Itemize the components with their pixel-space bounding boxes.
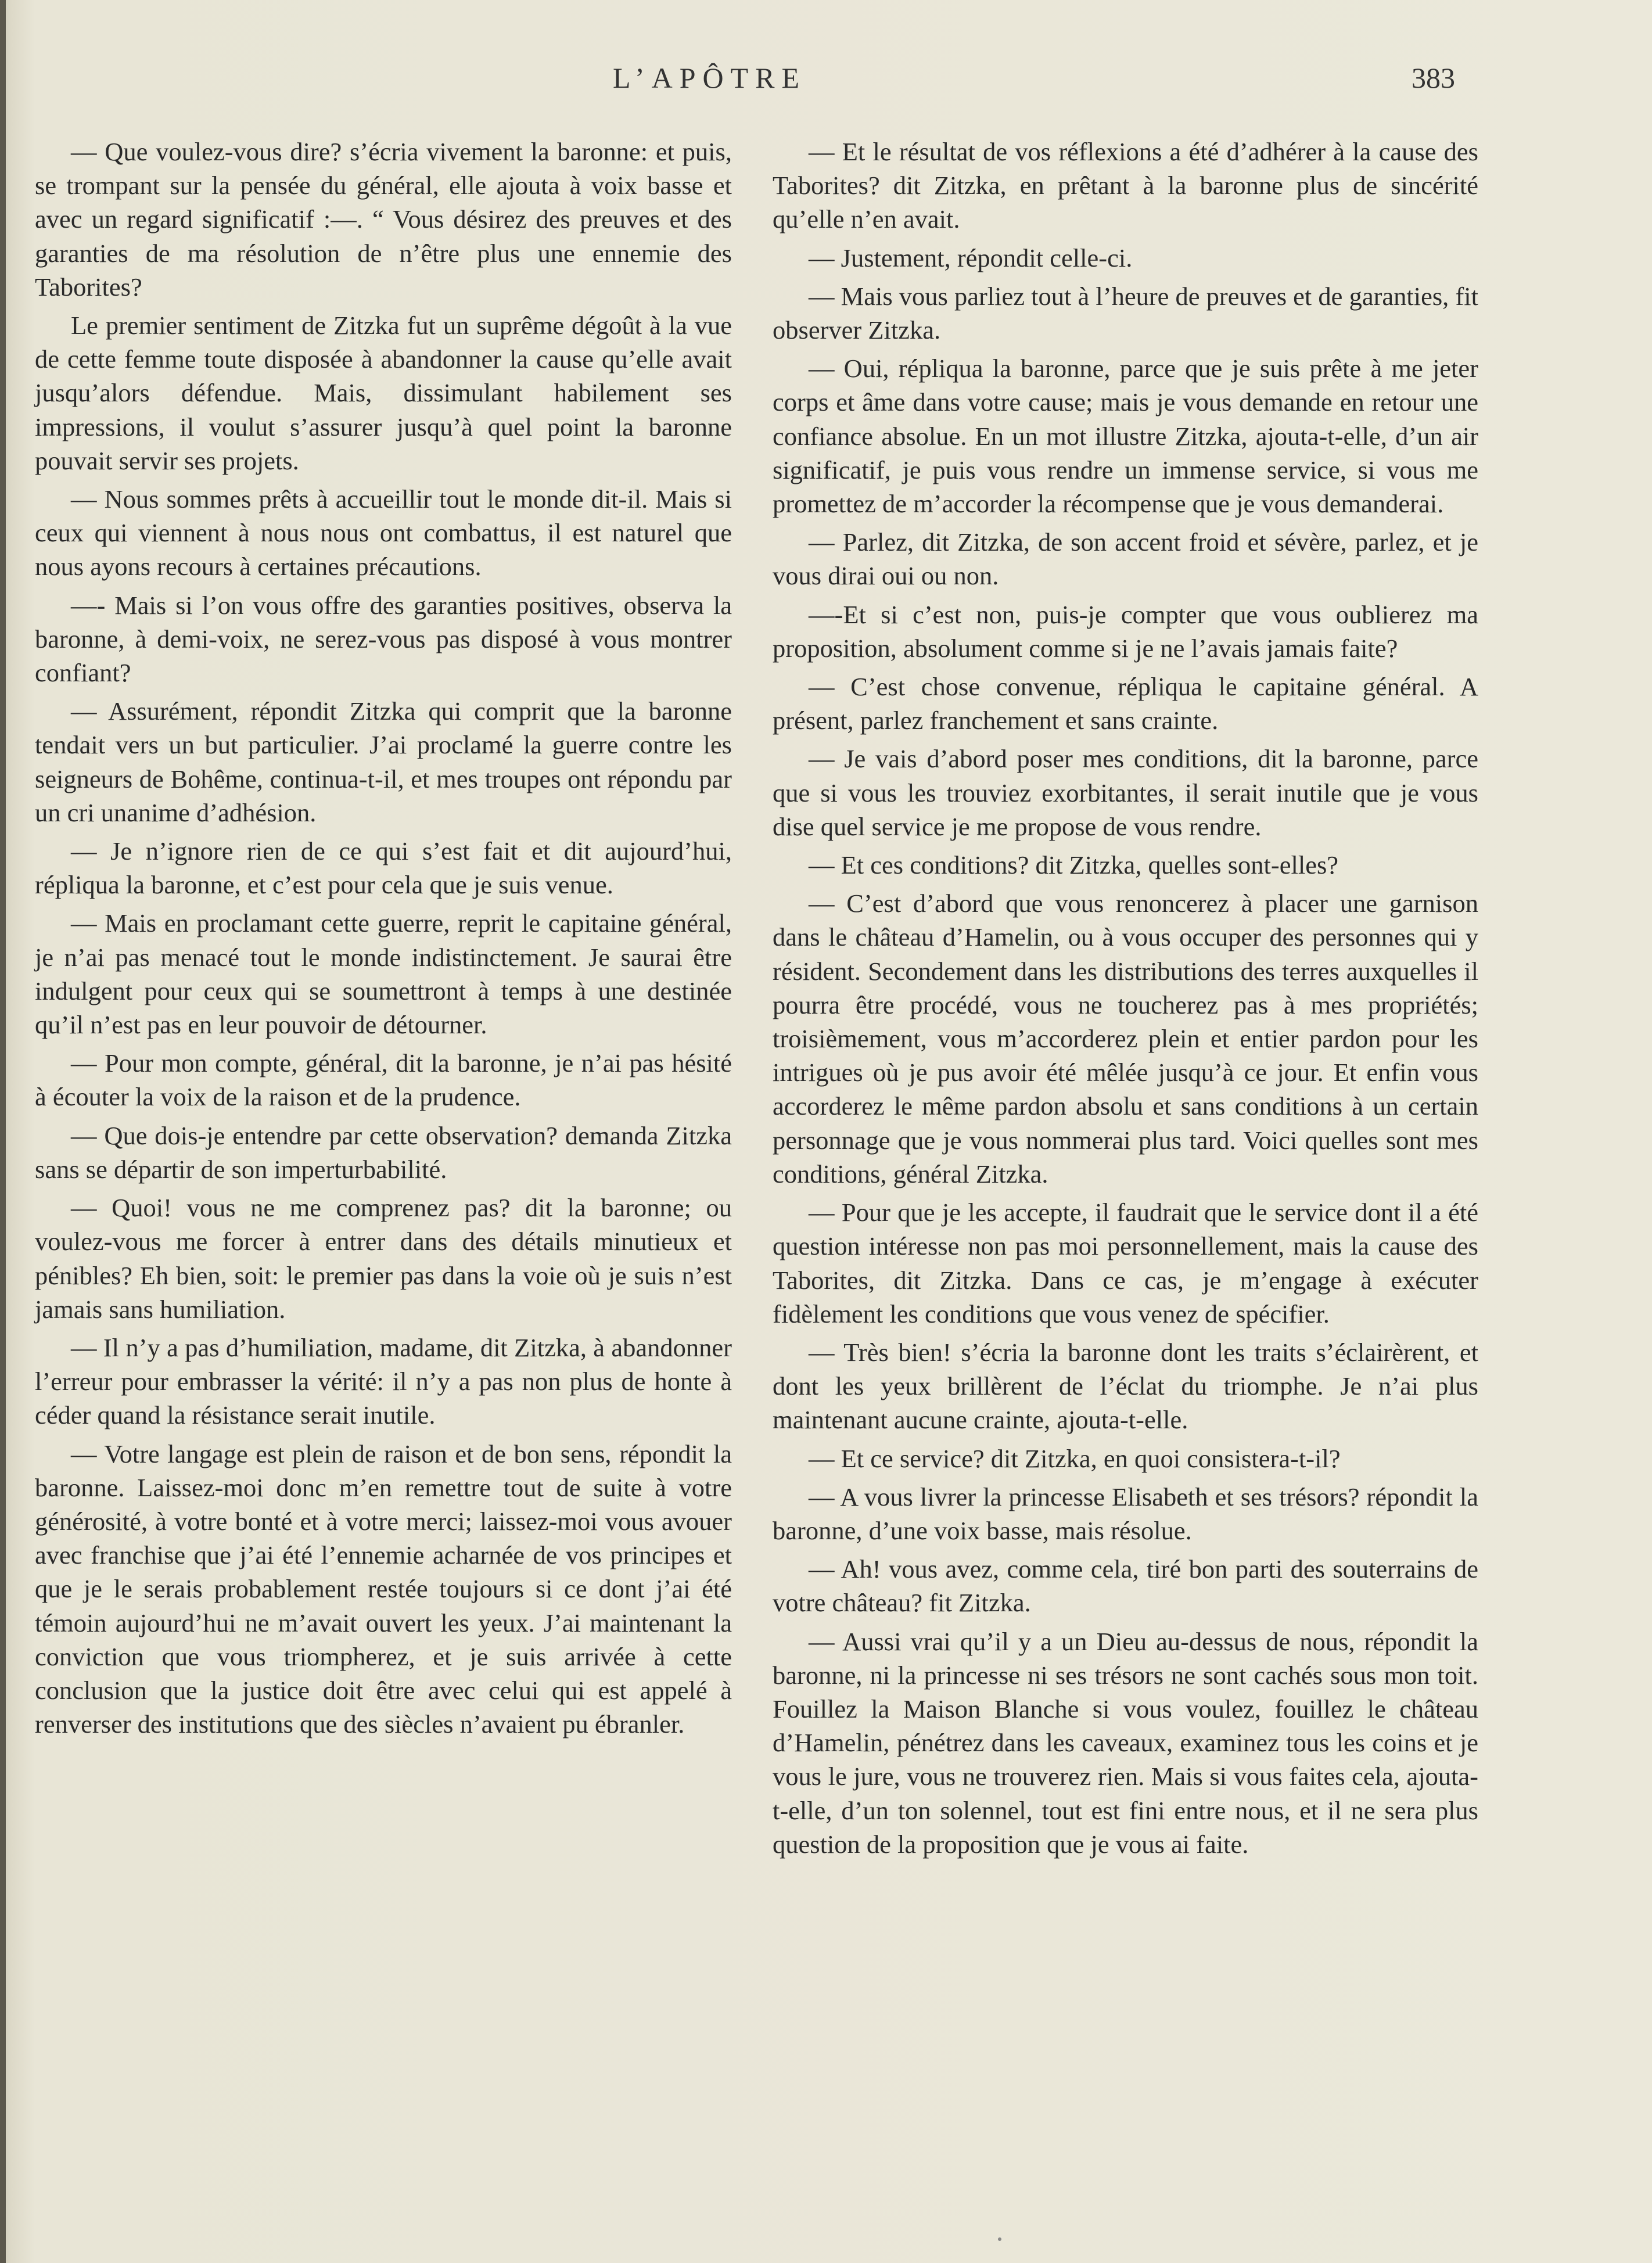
- paragraph: — Ah! vous avez, comme cela, tiré bon parti des souterrains de votre château? fit Zitzka.: [773, 1554, 1478, 1618]
- paragraph: — Je vais d’abord poser mes conditions, dit la baronne, parce que si vous les trouviez exorbitantes, il serait inutile que je vous dise quel service je me propose de vous rendre.: [773, 744, 1478, 841]
- page-number: 383: [1412, 62, 1455, 94]
- paragraph: — Oui, répliqua la baronne, parce que je suis prête à me jeter corps et âme dans votre cause; mais je vous demande en retour une confiance absolue. En un mot illustre Zitzka, ajouta-t-elle, d’un air significatif, je puis vous rendre un immense service, si vous me promettez de m’accorder la récompense que je vous demanderai.: [773, 354, 1478, 519]
- paragraph: — Aussi vrai qu’il y a un Dieu au-dessus de nous, répondit la baronne, ni la princesse ni ses trésors ne sont cachés sous mon toit. Fouillez la Maison Blanche si vous voulez, fouillez le château d’Hamelin, pénétrez dans les caveaux, examinez tous les coins et je vous le jure, vous ne trouverez rien. Mais si vous faites cela, ajouta-t-elle, d’un ton solennel, tout est fini entre nous, et il ne sera plus question de la proposition que je vous ai faite.: [773, 1626, 1478, 1859]
- paragraph: — Assurément, répondit Zitzka qui comprit que la baronne tendait vers un but particulier. J’ai proclamé la guerre contre les seigneurs de Bohême, continua-t-il, et mes troupes ont répondu par un cri unanime d’adhésion.: [35, 696, 732, 827]
- paragraph: — Mais en proclamant cette guerre, reprit le capitaine général, je n’ai pas menacé tout le monde indistinctement. Je saurai être indulgent pour ceux qui se soumettront à temps à une destinée qu’il n’est pas en leur pouvoir de détourner.: [35, 908, 732, 1040]
- paragraph: — Très bien! s’écria la baronne dont les traits s’éclairèrent, et dont les yeux brillèrent de l’éclat du triomphe. Je n’ai plus maintenant aucune crainte, ajouta-t-elle.: [773, 1337, 1478, 1435]
- paragraph: — Que dois-je entendre par cette observation? demanda Zitzka sans se départir de son imperturbabilité.: [35, 1120, 732, 1184]
- paragraph: — Que voulez-vous dire? s’écria vivement la baronne: et puis, se trompant sur la pensée du général, elle ajouta à voix basse et avec un regard significatif :—. “ Vous désirez des preuves et des garanties de ma résolution de n’être plus une ennemie des Taborites?: [35, 137, 732, 301]
- paragraph: — Votre langage est plein de raison et de bon sens, répondit la baronne. Laissez-moi donc m’en remettre tout de suite à votre générosité, à votre bonté et à votre merci; laissez-moi vous avouer avec franchise que j’ai été l’ennemie acharnée de vos principes et que je le serais probablement restée toujours si ce dont j’ai été témoin aujourd’hui ne m’avait ouvert les yeux. J’ai maintenant la conviction que vous triompherez, et je suis arrivée à cette conclusion que la justice doit être avec celui qui est appelé à renverser des institutions que des siècles n’avaient pu ébranler.: [35, 1439, 732, 1739]
- print-speck: [998, 2237, 1001, 2241]
- paragraph: — Nous sommes prêts à accueillir tout le monde dit-il. Mais si ceux qui viennent à nous nous ont combattus, il est naturel que nous ayons recours à certaines précautions.: [35, 484, 732, 581]
- paragraph: —- Mais si l’on vous offre des garanties positives, observa la baronne, à demi-voix, ne serez-vous pas disposé à vous montrer confiant?: [35, 590, 732, 688]
- paragraph: —-Et si c’est non, puis-je compter que vous oublierez ma proposition, absolument comme si je ne l’avais jamais faite?: [773, 599, 1478, 663]
- paragraph: — Et ces conditions? dit Zitzka, quelles sont-elles?: [809, 850, 1339, 880]
- running-title: L’APÔTRE: [613, 62, 807, 94]
- paragraph: — Pour que je les accepte, il faudrait que le service dont il a été question intéresse non pas moi personnellement, mais la cause des Taborites, dit Zitzka. Dans ce cas, je m’engage à exécuter fidèlement les conditions que vous venez de spécifier.: [773, 1198, 1478, 1328]
- paragraph: — Il n’y a pas d’humiliation, madame, dit Zitzka, à abandonner l’erreur pour embrasser la vérité: il n’y a pas non plus de honte à céder quand la résistance serait inutile.: [35, 1332, 732, 1430]
- paragraph: — Justement, répondit celle-ci.: [809, 243, 1133, 272]
- left-text-column: [35, 135, 732, 1745]
- paragraph: — Mais vous parliez tout à l’heure de preuves et de garanties, fit observer Zitzka.: [773, 281, 1478, 345]
- paragraph: — Quoi! vous ne me comprenez pas? dit la baronne; ou voulez-vous me forcer à entrer dans des détails minutieux et pénibles? Eh bien, soit: le premier pas dans la voie où je suis n’est jamais sans humiliation.: [35, 1193, 732, 1324]
- paragraph: — Je n’ignore rien de ce qui s’est fait et dit aujourd’hui, répliqua la baronne, et c’est pour cela que je suis venue.: [35, 836, 732, 900]
- page-header: [0, 61, 1652, 107]
- paragraph: — Pour mon compte, général, dit la baronne, je n’ai pas hésité à écouter la voix de la raison et de la prudence.: [35, 1048, 732, 1112]
- paragraph: — Et ce service? dit Zitzka, en quoi consistera-t-il?: [809, 1443, 1341, 1473]
- paragraph: — C’est d’abord que vous renoncerez à placer une garnison dans le château d’Hamelin, ou à vous occuper des personnes qui y résident. Secondement dans les distributions des terres auxquelles il pourra être procédé, vous ne toucherez pas à mes propriétés; troisièmement, vous m’accorderez plein et entier pardon pour les intrigues où je pus avoir été mêlée jusqu’à ce jour. Et enfin vous accorderez le même pardon absolu et sans conditions à un certain personnage que je vous nommerai plus tard. Voici quelles sont mes conditions, général Zitzka.: [773, 889, 1478, 1188]
- right-text-column: [773, 135, 1478, 1866]
- paragraph: — A vous livrer la princesse Elisabeth et ses trésors? répondit la baronne, d’une voix basse, mais résolue.: [773, 1482, 1478, 1545]
- paragraph: — C’est chose convenue, répliqua le capitaine général. A présent, parlez franchement et sans crainte.: [773, 672, 1478, 735]
- paragraph: — Parlez, dit Zitzka, de son accent froid et sévère, parlez, et je vous dirai oui ou non.: [773, 527, 1478, 591]
- paragraph: Le premier sentiment de Zitzka fut un suprême dégoût à la vue de cette femme toute disposée à abandonner la cause qu’elle avait jusqu’alors défendue. Mais, dissimulant habilement ses impressions, il voulut s’assurer jusqu’à quel point la baronne pouvait servir ses projets.: [35, 311, 732, 475]
- paragraph: — Et le résultat de vos réflexions a été d’adhérer à la cause des Taborites? dit Zitzka, en prêtant à la baronne plus de sincérité qu’elle n’en avait.: [773, 137, 1478, 234]
- page-binding-edge: [0, 0, 6, 2263]
